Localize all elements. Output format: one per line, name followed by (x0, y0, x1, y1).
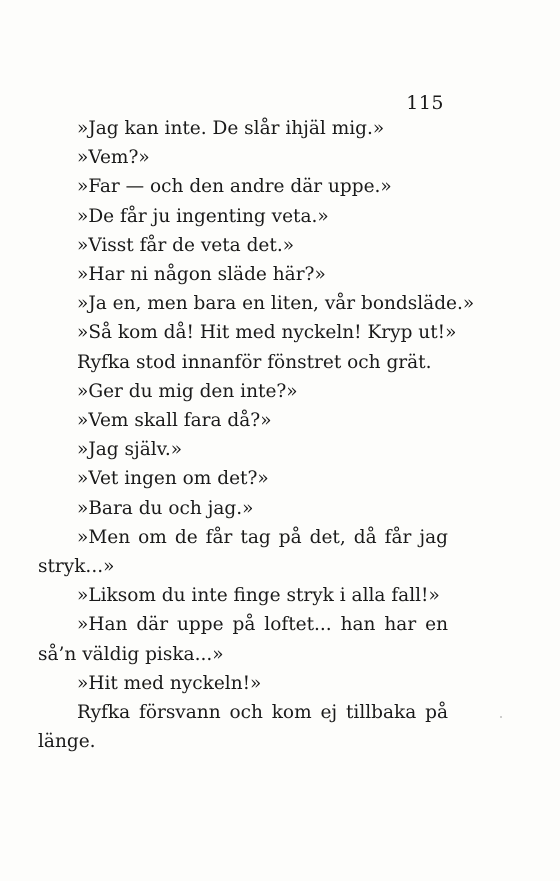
text-line: Ryfka stod innanför fönstret och grät. (77, 351, 432, 373)
text-line: »De får ju ingenting veta.» (77, 205, 329, 227)
page-number: 115 (406, 92, 444, 114)
text-line: »Hit med nyckeln!» (77, 672, 262, 694)
text-line: »Far — och den andre där uppe.» (77, 176, 392, 198)
text-line: »Ger du mig den inte?» (77, 380, 298, 402)
text-line: »Men om de får tag på det, då får jag (77, 526, 448, 548)
text-line: »Vem?» (77, 147, 150, 169)
text-line: »Bara du och jag.» (77, 497, 254, 519)
text-line: »Vet ingen om det?» (77, 468, 269, 490)
text-line: Ryfka försvann och kom ej tillbaka på (77, 702, 448, 724)
text-line: »Han där uppe på loftet... han har en (77, 614, 448, 636)
text-line: så’n väldig piska...» (38, 643, 224, 665)
text-line: »Har ni någon släde här?» (77, 264, 326, 286)
text-line: länge. (38, 731, 96, 753)
text-line: stryk...» (38, 556, 115, 578)
text-line: »Visst får de veta det.» (77, 234, 295, 256)
text-line: »Jag kan inte. De slår ihjäl mig.» (77, 118, 385, 139)
paper-speck (500, 716, 502, 718)
text-line: »Liksom du inte finge stryk i alla fall!» (77, 585, 440, 607)
body-text (38, 114, 475, 756)
text-line: »Ja en, men bara en liten, vår bondsläde.» (77, 293, 475, 315)
text-line: »Så kom då! Hit med nyckeln! Kryp ut!» (77, 322, 457, 344)
text-line: »Jag själv.» (77, 439, 183, 461)
text-line: »Vem skall fara då?» (77, 410, 272, 432)
